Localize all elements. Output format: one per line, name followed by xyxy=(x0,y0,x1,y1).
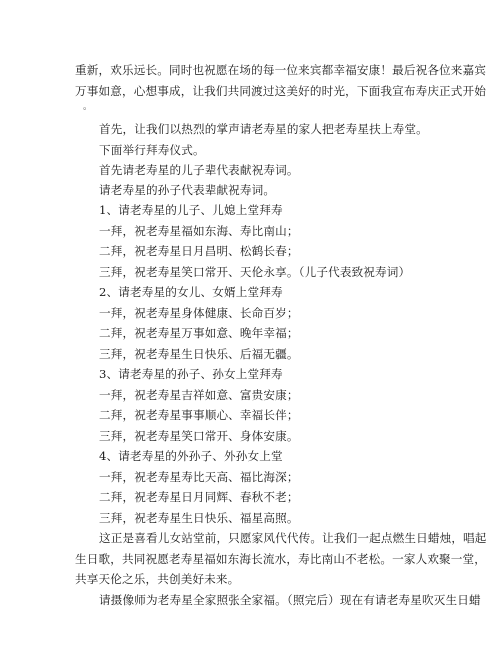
section-2-heading: 2、请老寿星的女儿、女婿上堂拜寿 xyxy=(99,285,283,299)
son-speech-line: 首先请老寿星的儿子辈代表献祝寿词。 xyxy=(99,163,299,177)
section-4-bow-1: 一拜，祝老寿星寿比天高、福比海深； xyxy=(99,470,299,484)
section-3-bow-2: 二拜，祝老寿星事事顺心、幸福长伴； xyxy=(99,408,299,422)
section-4-bow-3: 三拜，祝老寿星生日快乐、福星高照。 xyxy=(99,511,299,525)
section-1-bow-1: 一拜，祝老寿星福如东海、寿比南山； xyxy=(99,224,299,238)
section-4-heading: 4、请老寿星的外孙子、外孙女上堂 xyxy=(99,449,283,463)
section-2-bow-2: 二拜，祝老寿星万事如意、晚年幸福； xyxy=(99,326,299,340)
section-1-heading: 1、请老寿星的儿子、儿媳上堂拜寿 xyxy=(99,203,283,217)
ceremony-line: 下面举行拜寿仪式。 xyxy=(99,143,205,157)
section-3-bow-3: 三拜，祝老寿星笑口常开、身体安康。 xyxy=(99,429,299,443)
section-3-heading: 3、请老寿星的孙子、孙女上堂拜寿 xyxy=(99,367,283,381)
grandson-speech-line: 请老寿星的孙子代表辈献祝寿词。 xyxy=(99,183,276,197)
section-1-bow-2: 二拜，祝老寿星日月昌明、松鹤长春； xyxy=(99,244,299,258)
section-4-bow-2: 二拜，祝老寿星日月同辉、春秋不老； xyxy=(99,490,299,504)
closing-line-3: 共享天伦之乐，共创美好未来。 xyxy=(75,572,240,586)
photo-line-1: 请摄像师为老寿星全家照张全家福。（照完后）现在有请老寿星吹灭生日蜡 xyxy=(99,593,481,607)
section-2-bow-3: 三拜，祝老寿星生日快乐、后福无疆。 xyxy=(99,347,299,361)
closing-line-2: 生日歌，共同祝愿老寿星福如东海长流水，寿比南山不老松。一家人欢聚一堂， xyxy=(75,552,487,566)
intro-bullet: 。 xyxy=(83,102,93,112)
closing-line-1: 这正是喜看儿女站堂前，只愿家风代代传。让我们一起点燃生日蜡烛，唱起 xyxy=(99,531,487,545)
section-2-bow-1: 一拜，祝老寿星身体健康、长命百岁； xyxy=(99,306,299,320)
section-3-bow-1: 一拜，祝老寿星吉祥如意、富贵安康； xyxy=(99,388,299,402)
applause-line: 首先，让我们以热烈的掌声请老寿星的家人把老寿星扶上寿堂。 xyxy=(99,122,428,136)
intro-line-1: 重新，欢乐远长。同时也祝愿在场的每一位来宾都幸福安康！最后祝各位来嘉宾 xyxy=(75,63,487,77)
intro-line-2: 万事如意，心想事成，让我们共同渡过这美好的时光，下面我宣布寿庆正式开始 xyxy=(75,84,487,98)
section-1-bow-3: 三拜，祝老寿星笑口常开、天伦永享。（儿子代表致祝寿词） xyxy=(99,265,411,279)
